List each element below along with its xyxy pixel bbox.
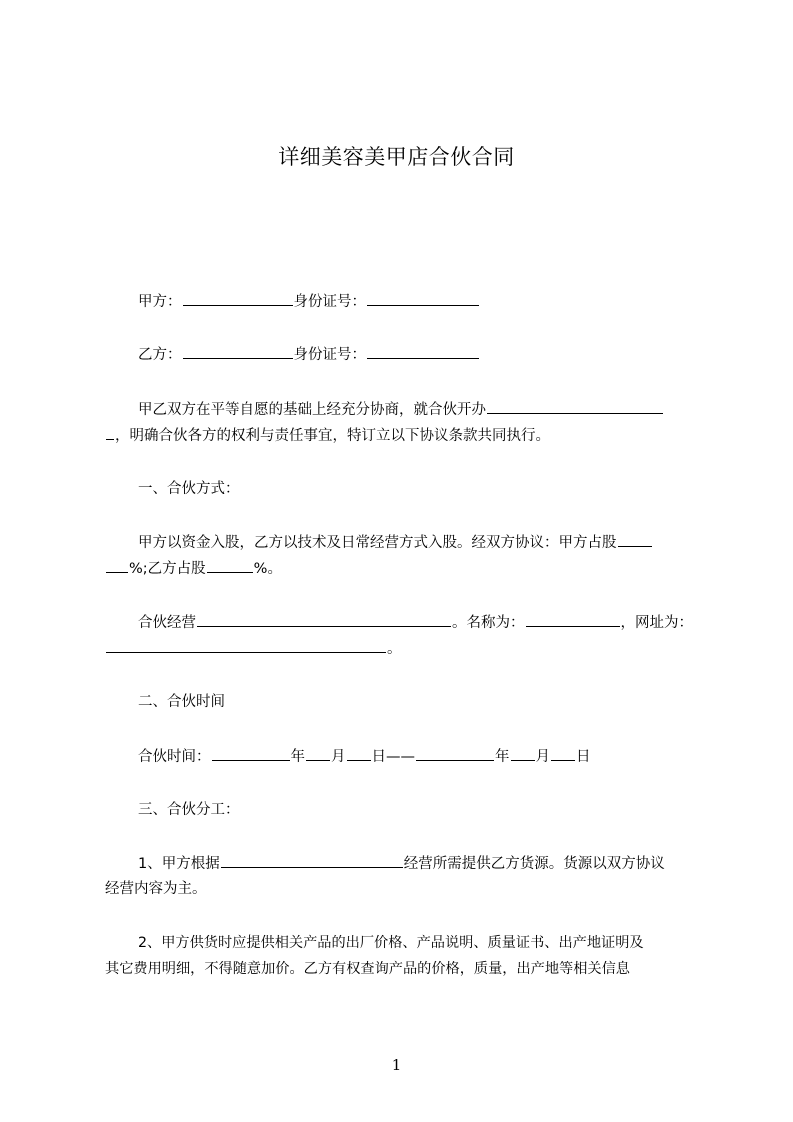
- start-month-blank: [306, 746, 330, 761]
- party-a-name-blank: [183, 291, 293, 306]
- business-line-2: [105, 638, 705, 659]
- end-day-blank: [551, 746, 575, 761]
- business-line-1: [138, 612, 738, 633]
- section-3-item-2-line-1: 2、甲方供货时应提供相关产品的出厂价格、产品说明、质量证书、出产地证明及: [138, 935, 644, 951]
- name-label: 。名称为：: [452, 615, 525, 631]
- start-day-label: 日: [371, 749, 386, 765]
- section-3-heading: 三、合伙分工：: [138, 802, 240, 818]
- party-b-line: [138, 344, 738, 365]
- section-3-item-1-line-1: [138, 853, 738, 874]
- party-a-line: [138, 291, 738, 312]
- website-blank: [106, 638, 386, 653]
- share-text-1: 甲方以资金入股，乙方以技术及日常经营方式入股。经双方协议：甲方占股: [138, 535, 617, 551]
- intro-text-1: 甲乙双方在平等自愿的基础上经充分协商，就合伙开办: [138, 402, 486, 418]
- supply-basis-blank: [221, 853, 403, 868]
- item-1-text-1: 1、甲方根据: [138, 856, 220, 872]
- business-blank: [197, 612, 451, 627]
- share-text-2: %;乙方占股: [129, 561, 206, 577]
- business-end: 。: [387, 641, 402, 657]
- party-b-id-label: 身份证号：: [293, 347, 366, 363]
- section-2-heading: 二、合伙时间: [138, 694, 225, 710]
- website-label: ，网址为：: [620, 615, 693, 631]
- section-3-item-1-line-2: 经营内容为主。: [105, 881, 207, 897]
- end-year-blank: [416, 746, 494, 761]
- end-month-label: 月: [535, 749, 550, 765]
- intro-line-1: [138, 399, 738, 420]
- section-3-item-2-line-2: 其它费用明细，不得随意加价。乙方有权查询产品的价格，质量，出产地等相关信息: [105, 961, 630, 977]
- party-b-name-blank: [183, 344, 293, 359]
- store-name-blank: [526, 612, 620, 627]
- intro-line-2: [105, 425, 705, 446]
- document-title: 详细美容美甲店合伙合同: [278, 145, 515, 169]
- party-b-id-blank: [367, 344, 479, 359]
- intro-text-2: ，明确合伙各方的权利与责任事宜，特订立以下协议条款共同执行。: [115, 428, 550, 444]
- party-a-id-label: 身份证号：: [293, 294, 366, 310]
- section-1-heading: 一、合伙方式：: [138, 481, 240, 497]
- start-month-label: 月: [331, 749, 346, 765]
- share-text-3: %。: [253, 561, 282, 577]
- end-year-label: 年: [495, 749, 510, 765]
- start-year-label: 年: [290, 749, 305, 765]
- party-b-label: 乙方：: [138, 347, 182, 363]
- end-month-blank: [511, 746, 535, 761]
- time-dash: ——: [386, 749, 415, 765]
- start-day-blank: [347, 746, 371, 761]
- party-b-share-blank: [207, 558, 253, 573]
- section-1-share-line-1: [138, 532, 738, 553]
- party-a-share-blank: [618, 532, 652, 547]
- item-1-text-2: 经营所需提供乙方货源。货源以双方协议: [403, 856, 665, 872]
- partnership-time-line: [138, 746, 738, 767]
- party-a-id-blank: [367, 291, 479, 306]
- party-a-share-blank-continued: [106, 558, 128, 573]
- time-label: 合伙时间：: [138, 749, 211, 765]
- page-number: 1: [391, 1056, 402, 1074]
- business-label: 合伙经营: [138, 615, 196, 631]
- section-1-share-line-2: [105, 558, 705, 579]
- party-a-label: 甲方：: [138, 294, 182, 310]
- start-year-blank: [212, 746, 290, 761]
- business-name-blank-continued: [106, 425, 114, 440]
- business-name-blank: [487, 399, 663, 414]
- end-day-label: 日: [576, 749, 591, 765]
